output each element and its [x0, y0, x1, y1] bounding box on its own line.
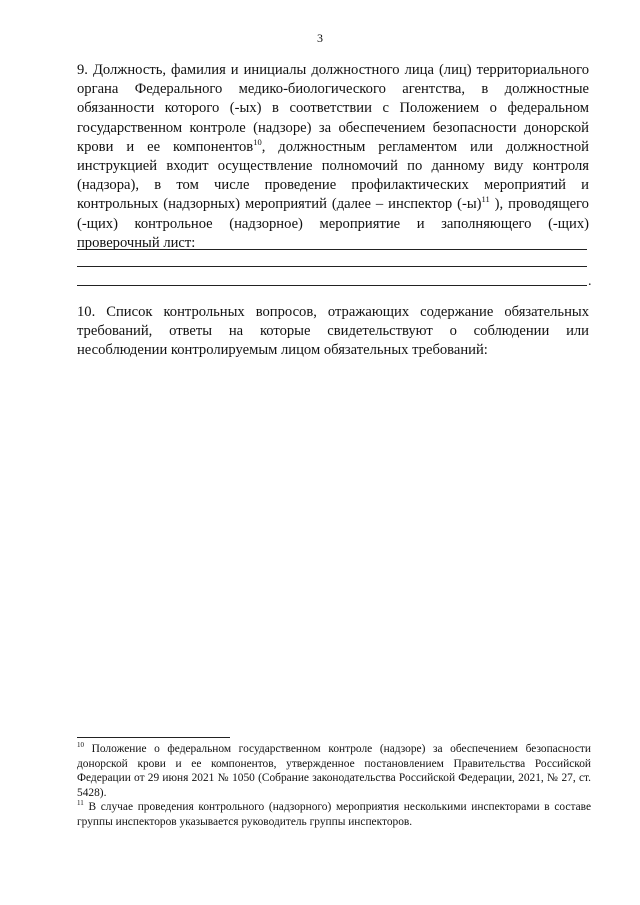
footnote-text: В случае проведения контрольного (надзорного) мероприятия несколькими инспекторами в составе группы инспекторов указывается руководитель группы инспекторов. [77, 801, 591, 828]
section-9-paragraph [77, 61, 589, 253]
page-number: 3 [317, 31, 323, 45]
fill-in-line-3 [77, 285, 587, 286]
footnote-10 [77, 742, 591, 800]
section-10-paragraph: 10. Список контрольных вопросов, отражающих содержание обязательных требований, ответы на которые свидетельствуют о соблюдении или несоблюдении контролируемым лицом обязательных требований: [77, 304, 589, 359]
footnote-ref-11[interactable]: 11 [481, 194, 490, 205]
footnote-ref-10[interactable]: 10 [253, 136, 262, 147]
section-9-text-part3: ), проводящего (-щих) контрольное (надзорное) мероприятие и заполняющего (-щих) проверочный лист: [77, 196, 589, 251]
section-9-text-part2: , должностным регламентом или должностной инструкцией входит осуществление полномочий по данному виду контроля (надзора), в том числе проведение профилактических мероприятий и контрольных (надзорных) мероприятий (далее – инспектор (-ы) [77, 138, 589, 213]
footnote-number: 11 [77, 799, 84, 808]
fill-in-line-2 [77, 266, 587, 267]
footnote-number: 10 [77, 741, 84, 750]
footnote-11 [77, 800, 591, 829]
fill-in-line-end-period: . [588, 274, 592, 289]
fill-in-line-1 [77, 249, 587, 250]
footnotes [77, 742, 591, 830]
footnote-text: Положение о федеральном государственном контроле (надзоре) за обеспечением безопасности донорской крови и ее компонентов, утвержденное постановлением Правительства Российской Федерации от 29 июня 2021 № 1050 (Собрание законодательства Российской Федерации, 2021, № 27, ст. 5428). [77, 743, 591, 799]
section-9-text-part1: 9. Должность, фамилия и инициалы должностного лица (лиц) территориального органа Федерального медико-биологического агентства, в должностные обязанности которого (-ых) в соответствии с Положением о федеральном государственном контроле (надзоре) за обеспечением безопасности донорской крови и ее компонентов [77, 62, 589, 155]
footnote-separator [77, 737, 230, 738]
